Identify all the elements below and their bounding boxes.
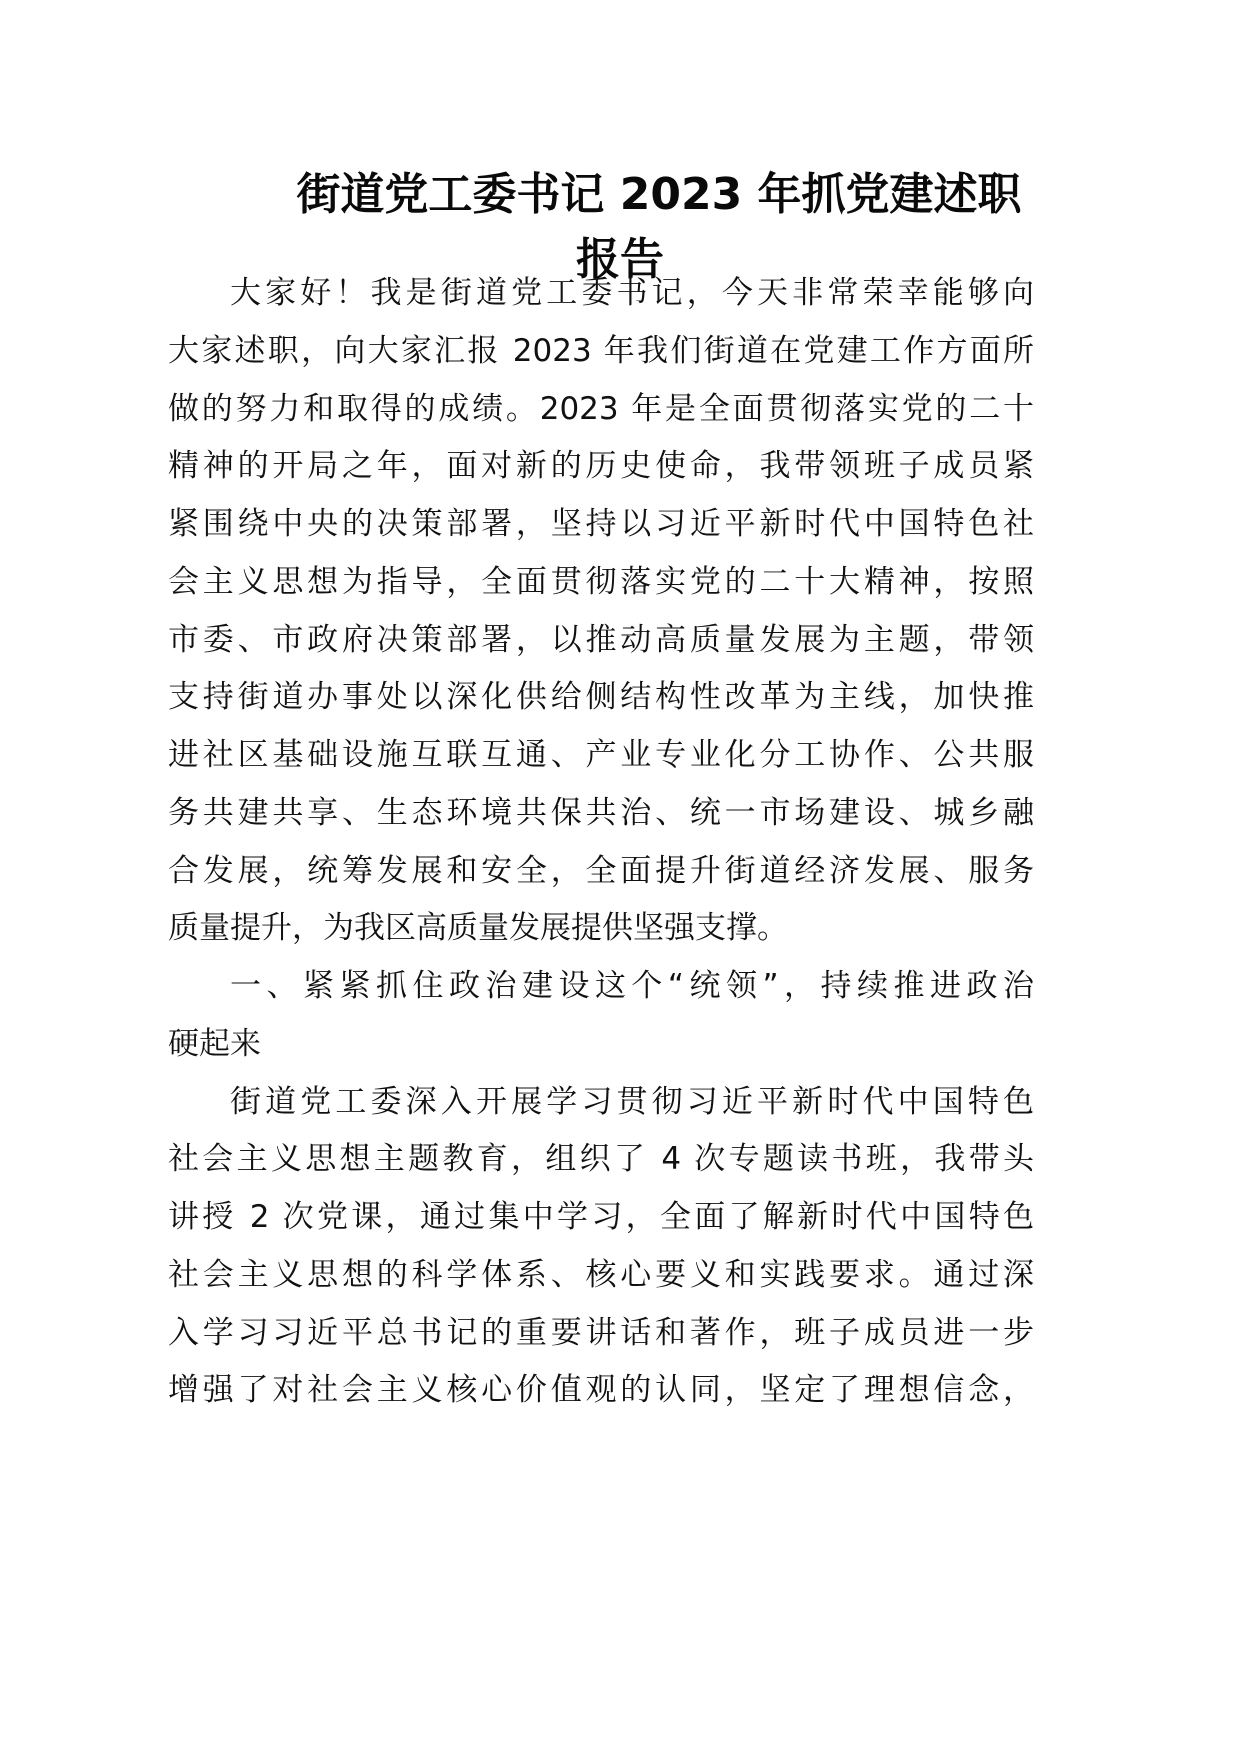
- body-line: 精神的开局之年，面对新的历史使命，我带领班子成员紧: [168, 448, 1034, 485]
- body-line: 支持街道办事处以深化供给侧结构性改革为主线，加快推: [168, 679, 1034, 716]
- body-line: 合发展，统筹发展和安全，全面提升街道经济发展、服务: [168, 852, 1034, 889]
- body-line: 街道党工委深入开展学习贯彻习近平新时代中国特色: [230, 1083, 1034, 1120]
- body-line: 讲授 2 次党课，通过集中学习，全面了解新时代中国特色: [168, 1199, 1034, 1235]
- body-line: 一、紧紧抓住政治建设这个“统领”，持续推进政治: [230, 968, 1034, 1004]
- document-title-line-1: 街道党工委书记 2023 年抓党建述职: [296, 169, 1022, 220]
- body-line: 入学习习近平总书记的重要讲话和著作，班子成员进一步: [168, 1314, 1034, 1351]
- body-line: 大家述职，向大家汇报 2023 年我们街道在党建工作方面所: [168, 332, 1034, 369]
- body-line: 做的努力和取得的成绩。2023 年是全面贯彻落实党的二十: [168, 390, 1034, 427]
- body-line: 质量提升，为我区高质量发展提供坚强支撑。: [168, 910, 788, 947]
- body-line: 紧围绕中央的决策部署，坚持以习近平新时代中国特色社: [168, 506, 1034, 542]
- body-line: 增强了对社会主义核心价值观的认同，坚定了理想信念，: [168, 1372, 1034, 1409]
- document-title-line-2: 报告: [576, 234, 664, 285]
- body-line: 硬起来: [168, 1025, 261, 1062]
- body-line: 务共建共享、生态环境共保共治、统一市场建设、城乡融: [168, 794, 1034, 831]
- body-line: 社会主义思想的科学体系、核心要义和实践要求。通过深: [168, 1256, 1034, 1293]
- body-line: 进社区基础设施互联互通、产业专业化分工协作、公共服: [168, 737, 1034, 773]
- body-line: 市委、市政府决策部署，以推动高质量发展为主题，带领: [168, 621, 1034, 658]
- body-line: 大家好！我是街道党工委书记，今天非常荣幸能够向: [230, 275, 1034, 311]
- body-line: 社会主义思想主题教育，组织了 4 次专题读书班，我带头: [168, 1141, 1034, 1178]
- body-line: 会主义思想为指导，全面贯彻落实党的二十大精神，按照: [168, 563, 1034, 600]
